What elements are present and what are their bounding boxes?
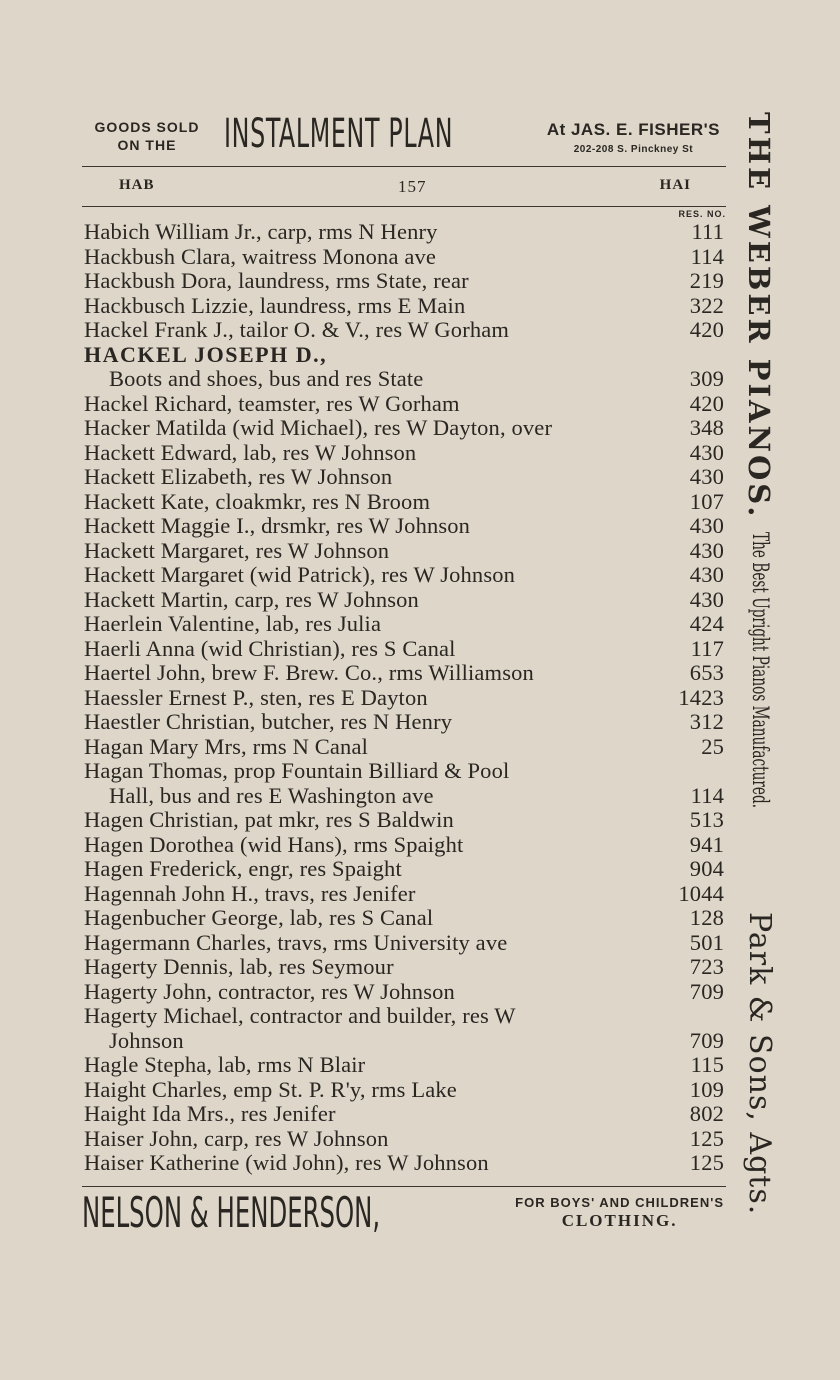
directory-entry (84, 612, 726, 637)
entry-name: Hagerty Michael, contractor and builder, res W (84, 1003, 516, 1028)
entry-name: Habich William Jr., carp, rms N Henry (84, 219, 438, 244)
residence-number: 653 (689, 660, 724, 685)
directory-entry (84, 245, 726, 270)
residence-number: 723 (689, 954, 724, 979)
residence-number: 430 (689, 464, 724, 489)
res-no-label: RES. NO. (678, 209, 726, 219)
entry-name: Hagerty Dennis, lab, res Seymour (84, 954, 394, 979)
directory-entry (84, 1053, 726, 1078)
directory-entry (84, 980, 726, 1005)
directory-entry (84, 882, 726, 907)
instalment-plan-title: INSTALMENT PLAN (224, 111, 454, 157)
entry-name: Hackett Elizabeth, res W Johnson (84, 464, 393, 489)
boys-childrens-line: FOR BOYS' AND CHILDREN'S (515, 1195, 724, 1210)
bottom-rule (82, 1186, 726, 1187)
directory-entry (84, 588, 726, 613)
entry-name: Hagan Mary Mrs, rms N Canal (84, 733, 368, 759)
directory-entry (84, 269, 726, 294)
residence-number: 1423 (678, 684, 724, 710)
residence-number: 348 (689, 415, 724, 440)
residence-number: 114 (690, 243, 724, 269)
residence-number: 430 (689, 513, 724, 538)
directory-entry (84, 465, 726, 490)
directory-entry (84, 710, 726, 735)
goods-sold-line: GOODS SOLD (94, 119, 200, 135)
running-head-right: HAI (659, 177, 691, 193)
residence-number: 117 (690, 635, 724, 661)
directory-entry (84, 759, 726, 784)
entry-name: Hackel Frank J., tailor O. & V., res W Gorham (84, 317, 510, 342)
directory-entry (84, 367, 726, 392)
entry-name: Hagennah John H., travs, res Jenifer (84, 880, 416, 906)
entry-name: Haessler Ernest P., sten, res E Dayton (84, 684, 428, 710)
residence-number: 125 (689, 1150, 724, 1175)
residence-number: 513 (689, 807, 724, 832)
residence-number: 114 (690, 782, 724, 808)
directory-entry (84, 416, 726, 441)
running-head (82, 172, 724, 200)
park-sons-agents: Park & Sons, Agts. (742, 912, 777, 1216)
directory-entry (84, 1102, 726, 1127)
nelson-henderson-name: NELSON & HENDERSON, (82, 1188, 381, 1237)
entry-name: Hackett Martin, carp, res W Johnson (84, 586, 419, 612)
weber-pianos-title: THE WEBER PIANOS. (742, 112, 776, 520)
residence-number: 424 (689, 611, 724, 636)
instalment-plan-advertisement (82, 112, 724, 164)
directory-entry (84, 441, 726, 466)
directory-entry (84, 833, 726, 858)
entry-name: Haertel John, brew F. Brew. Co., rms Williamson (84, 660, 534, 685)
directory-entry (84, 490, 726, 515)
directory-entry (84, 1127, 726, 1152)
entry-name: Hagen Christian, pat mkr, res S Baldwin (84, 807, 454, 832)
on-the-line: ON THE (117, 137, 177, 153)
directory-entry (84, 735, 726, 760)
directory-entry (84, 514, 726, 539)
residence-number: 941 (689, 831, 724, 857)
directory-entry (84, 784, 726, 809)
entry-name: Hagerty John, contractor, res W Johnson (84, 978, 455, 1004)
directory-entry (84, 955, 726, 980)
clothing-advertisement (82, 1190, 726, 1240)
residence-number: 420 (689, 390, 724, 416)
directory-entry (84, 563, 726, 588)
entry-name: Haiser John, carp, res W Johnson (84, 1125, 389, 1151)
page-number: 157 (398, 177, 427, 196)
entry-name: Hackel Richard, teamster, res W Gorham (84, 390, 460, 416)
entry-name: Hackett Edward, lab, res W Johnson (84, 439, 417, 465)
entry-name: Hagan Thomas, prop Fountain Billiard & Pool (84, 758, 510, 783)
directory-entry (84, 1078, 726, 1103)
residence-number: 1044 (678, 880, 724, 906)
directory-entry (84, 906, 726, 931)
fisher-name: At JAS. E. FISHER'S (546, 120, 720, 139)
residence-number: 430 (689, 562, 724, 587)
entry-name: Haestler Christian, butcher, res N Henry (84, 709, 453, 734)
weber-pianos-side-advertisement (736, 112, 780, 1228)
directory-entry (84, 857, 726, 882)
entry-name: Hagen Frederick, engr, res Spaight (84, 856, 402, 881)
directory-entry (84, 686, 726, 711)
fisher-address (547, 120, 720, 155)
directory-entry (84, 294, 726, 319)
residence-number: 802 (689, 1101, 724, 1126)
residence-number: 904 (689, 856, 724, 881)
residence-number: 420 (689, 317, 724, 342)
entry-name: Haight Ida Mrs., res Jenifer (84, 1101, 336, 1126)
directory-entries (84, 220, 726, 1176)
residence-number: 125 (689, 1125, 724, 1151)
entry-name: Hackett Kate, cloakmkr, res N Broom (84, 488, 431, 514)
entry-name: Johnson (109, 1027, 184, 1053)
entry-name: Boots and shoes, bus and res State (109, 366, 424, 391)
residence-number: 115 (690, 1052, 724, 1077)
residence-number: 219 (689, 268, 724, 293)
entry-name: Haerli Anna (wid Christian), res S Canal (84, 635, 456, 661)
residence-number: 430 (689, 537, 724, 563)
best-upright-pianos-line: The Best Upright Pianos Manufactured. (747, 532, 772, 809)
entry-name: Hagermann Charles, travs, rms University ave (84, 929, 508, 955)
entry-name: Hackett Maggie I., drsmkr, res W Johnson (84, 513, 471, 538)
directory-entry (84, 220, 726, 245)
entry-name: Hackbush Dora, laundress, rms State, rear (84, 268, 469, 293)
directory-entry (84, 637, 726, 662)
entry-name: Hackett Margaret, res W Johnson (84, 537, 390, 563)
residence-number: 501 (689, 929, 724, 955)
directory-entry (84, 1004, 726, 1029)
entry-name: Hackbush Clara, waitress Monona ave (84, 243, 437, 269)
residence-number: 128 (689, 905, 724, 930)
directory-entry (84, 808, 726, 833)
entry-name: Hackett Margaret (wid Patrick), res W Johnson (84, 562, 516, 587)
fisher-street: 202-208 S. Pinckney St (573, 144, 694, 155)
directory-entry (84, 1029, 726, 1054)
directory-entry (84, 392, 726, 417)
residence-number: 430 (689, 439, 724, 465)
directory-entry (84, 931, 726, 956)
entry-name: Hall, bus and res E Washington ave (109, 782, 434, 808)
entry-name: Haerlein Valentine, lab, res Julia (84, 611, 382, 636)
clothing-tagline (515, 1195, 724, 1231)
residence-number: 25 (701, 733, 724, 759)
residence-number: 709 (689, 1027, 724, 1053)
entry-name: Haight Charles, emp St. P. R'y, rms Lake (84, 1076, 457, 1102)
directory-entry (84, 318, 726, 343)
header-rule (82, 206, 726, 207)
entry-name: Hagenbucher George, lab, res S Canal (84, 905, 434, 930)
residence-number: 709 (689, 978, 724, 1004)
business-heading (84, 343, 726, 368)
residence-number: 111 (691, 219, 724, 244)
running-head-left: HAB (119, 177, 155, 193)
entry-name: Hackbusch Lizzie, laundress, rms E Main (84, 292, 466, 318)
entry-name: Hagle Stepha, lab, rms N Blair (84, 1052, 366, 1077)
directory-entry (84, 539, 726, 564)
entry-name: HACKEL JOSEPH D., (84, 341, 328, 367)
directory-entry (84, 661, 726, 686)
entry-name: Hacker Matilda (wid Michael), res W Dayton, over (84, 415, 553, 440)
clothing-line: CLOTHING. (561, 1211, 678, 1230)
entry-name: Haiser Katherine (wid John), res W Johnson (84, 1150, 489, 1175)
residence-number: 312 (689, 709, 724, 734)
residence-number: 109 (689, 1076, 724, 1102)
top-rule (82, 166, 726, 167)
residence-number: 322 (689, 292, 724, 318)
residence-number: 430 (689, 586, 724, 612)
goods-sold-label (82, 118, 212, 154)
residence-number: 309 (689, 366, 724, 391)
entry-name: Hagen Dorothea (wid Hans), rms Spaight (84, 831, 464, 857)
residence-number: 107 (689, 488, 724, 514)
directory-entry (84, 1151, 726, 1176)
